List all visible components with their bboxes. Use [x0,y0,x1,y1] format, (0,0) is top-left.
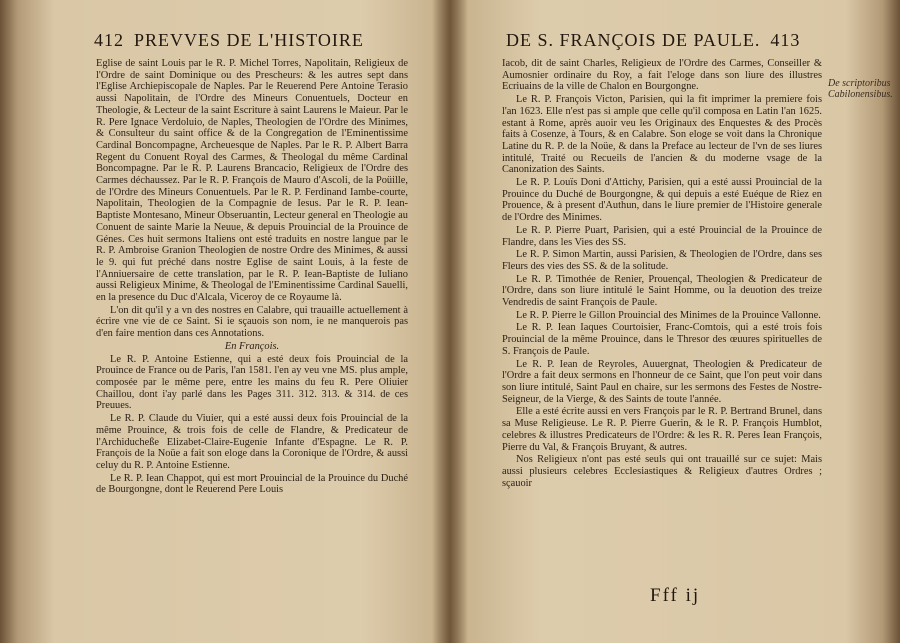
left-running-head [94,30,364,51]
signature-mark: Fff ij [650,585,701,606]
paragraph: Le R. P. Claude du Viuier, qui a esté aussi deux fois Prouincial de la même Prouince, & trois fois de celle de Flandre, & Predicateur de l'Archiducheße Elizabet-Claire-Eugenie Infante d'Espagne. Le R. P. François de la Noüe a fait son eloge dans la Coronique de l'Ordre, & aussi celuy du R. P. Antoine Estienne. [96,413,408,471]
paragraph: Le R. P. François Victon, Parisien, qui la fit imprimer la premiere fois l'an 1623. Elle n'est pas si ample que celle qu'il composa en Latin l'an 1625. estant à Rome, après auoir veu les Originaux des Enquestes & des Procès faits à Cosenze, à Tours, & en Calabre. Son eloge se voit dans la Chronique Latine du R. P. de la Noüe, & dans la Preface au lecteur de l'vn de ses liures intitulé, Traité ou Recueils de l'ancien & du moderne vsage de la Canonization des Saints. [502,94,822,176]
paragraph: Le R. P. Iean Chappot, qui est mort Prouincial de la Prouince du Duché de Bourgongne, dont le Reuerend Pere Louis [96,472,408,496]
right-page-body [502,58,822,490]
paragraph: Iacob, dit de saint Charles, Religieux de l'Ordre des Carmes, Conseiller & Aumosnier ordinaire du Roy, a fait l'eloge dans son liure des illustres Ecriuains de la ville de Chalon en Bourgongne. [502,58,822,93]
section-heading: En François. [224,340,280,352]
left-page-body [96,58,408,497]
paragraph: Elle a esté écrite aussi en vers François par le R. P. Bertrand Brunel, dans sa Muse Religieuse. Le R. P. Pierre Guerin, & le R. P. François Humblot, celebres & illustres Predicateurs de l'Ordre: & les R. R. Peres Iean François, Pierre du Val, & François Bruyant, & autres. [502,406,822,453]
right-page-number: 413 [770,30,801,50]
paragraph: Le R. P. Timothée de Renier, Prouençal, Theologien & Predicateur de l'Ordre, dans son liure intitulé le Saint Homme, ou la deuotion des treize Vendredis de saint François de Paule. [502,273,822,309]
right-margin-note: De scriptoribus Cabilonensibus. [828,78,893,100]
paragraph: Nos Religieux n'ont pas esté seuls qui ont trauaillé sur ce sujet: Mais aussi plusieurs celebres Ecclesiastiques & Religieux d'autres Ordres ; sçauoir [502,454,822,489]
paragraph: Le R. P. Louïs Doni d'Attichy, Parisien, qui a esté aussi Prouincial de la Prouince du Duché de Bourgongne, & qui depuis a esté Euéque de Riez en Prouence, & à present d'Authun, dans le liure premier de l'Histoire generale de l'Ordre des Minimes. [502,177,822,224]
right-running-head [506,30,800,51]
paragraph: Le R. P. Iean de Reyroles, Auuergnat, Theologien & Predicateur de l'Ordre a fait deux sermons en l'honneur de ce Saint, que l'on peut voir dans son liure intitulé, Saint Paul en chaire, sur les sermons des Festes de Nostre-Seigneur, de la Vierge, & des Saints de toute l'année. [502,358,822,405]
paragraph: L'on dit qu'il y a vn des nostres en Calabre, qui trauaille actuellement à écrire vne vie de ce Saint. Si ie sçauois son nom, ie ne manquerois pas d'en faire mention dans ces Annotations. [96,304,408,340]
paragraph: Le R. P. Iean Iaques Courtoisier, Franc-Comtois, qui a esté trois fois Prouincial de la même Prouince, dans le Thresor des œuures spirituelles de S. François de Paule. [502,322,822,357]
left-running-title: PREVVES DE L'HISTOIRE [134,30,364,50]
paragraph: Le R. P. Pierre le Gillon Prouincial des Minimes de la Prouince Vallonne. [516,309,821,321]
left-page-number: 412 [94,30,124,50]
paragraph: Le R. P. Antoine Estienne, qui a esté deux fois Prouincial de la Prouince de France ou de Paris, l'an 1581. l'en ay veu vne MS. plus ample, composée par le même pere, entre les mains du feu R. Pere Oliuier Chaillou, dont i'ay parlé dans les Pages 311. 312. 313. & 314. de ces Preuues. [96,353,408,412]
paragraph: Le R. P. Simon Martin, aussi Parisien, & Theologien de l'Ordre, dans ses Fleurs des vies des SS. & de la solitude. [502,249,822,272]
paragraph: Eglise de saint Louis par le R. P. Michel Torres, Napolitain, Religieux de l'Ordre de saint Dominique ou des Prescheurs: & les autres sept dans l'Eglise Archiepiscopale de Naples. Par le Reuerend Pere Antoine Terasio aussi Napolitain, de l'Ordre des Mineurs Conuentuels, Docteur en Theologie, & Lecteur de la saint Escriture à saint Laurens le Maieur. Par le R. Pere Ignace Verdoluio, de Naples, Theologien de l'Ordre des Minimes, & Consulteur du saint office & de la Congregation de l'Eminentissime Cardinal Boncompagne, Archeuesque de Naples. Par le R. P. Albert Barra Regent du Conuent Royal des Carmes, & Theologal du même Cardinal Boncompagne. Par le R. P. Laurens Brancacio, Religieux de l'Ordre des Carmes déchaussez. Par le R. P. François de Mauro d'Ascoli, de la Poüille, de l'Ordre des Mineurs Conuentuels. Par le R. P. Ferdinand Iambe-courte, Napolitain, Theologien de la Compagnie de Iesus. Par le R. P. Iean-Baptiste Montesano, Mineur Obseruantin, Lecteur general en Theologie au Conuent de sainte Marie la Neuue, & depuis Prouincial de la Prouince de Génes. Ces huit sermons Italiens ont esté traduits en nostre langue par le R. P. Ambroise Granion Theologien de nostre Ordre des Minimes, & aussi le 9. qui fut préché dans nostre Eglise de saint Louis, à la feste de l'Anniuersaire de cette translation, par le R. P. Iean-Baptiste de Iuliano aussi Religieux Minime, & Theologal de l'Eminentissime Cardinal Sauelli, en la presence du Duc d'Alcala, Viceroy de ce Royaume là. [96,58,408,304]
right-page [450,0,900,643]
right-running-title: DE S. FRANÇOIS DE PAULE. [506,30,761,50]
paragraph: Le R. P. Pierre Puart, Parisien, qui a esté Prouincial de la Prouince de Flandre, dans les Vies des SS. [502,224,822,248]
